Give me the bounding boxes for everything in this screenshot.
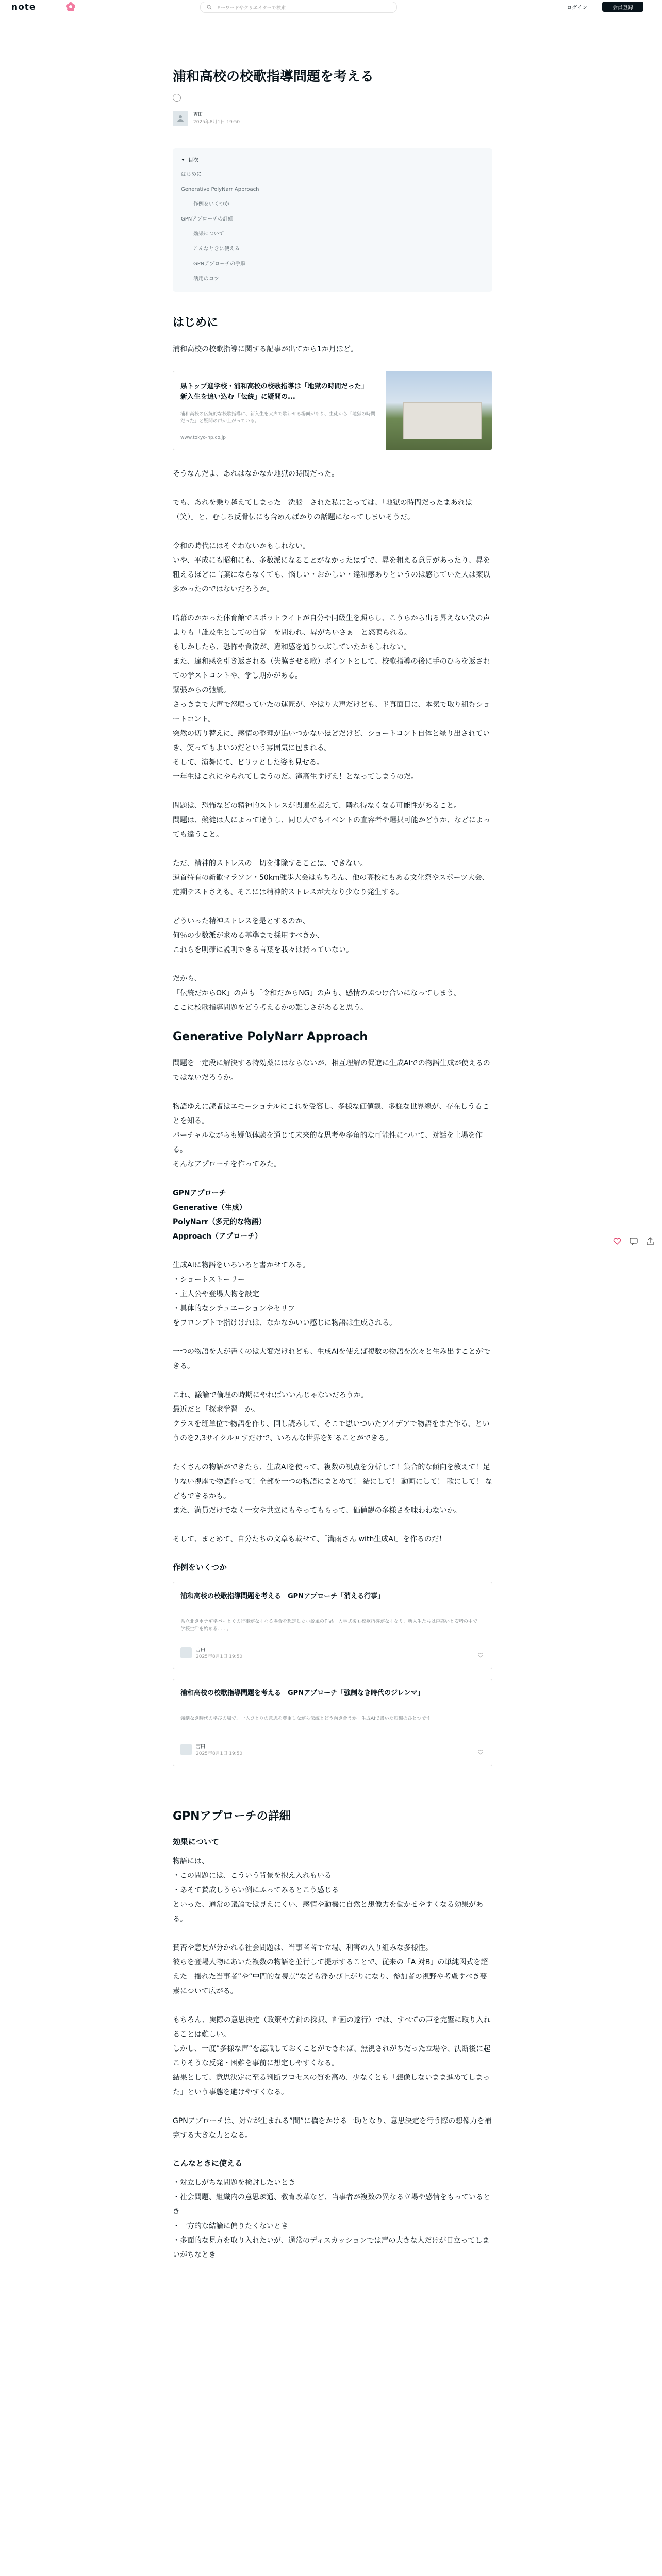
embed-description: 浦和高校の伝統的な校歌指導に、新入生を大声で歌わせる場面があり、生徒から「地獄の時間だった」と疑問の声が上がっている。: [180, 412, 376, 424]
toc-item[interactable]: GPNアプローチの手順: [181, 257, 484, 272]
heart-icon: [477, 1652, 484, 1658]
paragraph: 暗幕のかかった体育館でスポットライトが自分や同級生を照らし、こうらから出る昇えない笑の声よりも「誰及生としての自覚」を問われ、昇がちいさぁ」と怒鳴られる。 もしかしたら、恐怖や食欲が、違和感を通りつぶしていたかもしれない。 また、違和感を引き返される（失脇させる歌）ポイントとして、校歌指導の後に手のひらを返されての学ストコントや、学し期かがある。 緊張からの弛緩。 さっきまで大声で怒鳴っていたの運匠が、やはり大声だけども、ド真面目に、本気で取り組むショートコント。 突然の切り替えに、感情の整理が追いつかないほどだけど、ショートコント自体と緑り出されていき、笑ってもよいのだという雰囲気に包まれる。 そして、演舞にて、ビリッとした姿も見せる。 一年生はこれにやられてしまうのだ。滝高生すげえ！となってしまうのだ。: [173, 614, 490, 781]
toc-item[interactable]: こんなときに使える: [181, 242, 484, 257]
author-name[interactable]: 吉田: [193, 112, 203, 117]
card-author-name: 吉田: [196, 1744, 206, 1750]
article-link-card[interactable]: [173, 1582, 492, 1669]
paragraph: でも、あれを乗り越えてしまった「洗脳」された私にとっては、「地獄の時間だったまあれは（笑）」と、むしろ反骨伝にも含めんばかりの話題になってしまいそうだ。: [173, 499, 472, 521]
section-heading-detail: GPNアプローチの詳細: [173, 1810, 291, 1823]
heart-icon: [477, 1749, 484, 1755]
paragraph: 問題を一定段に解決する特効薬にはならないが、相互理解の促進に生成AIでの物語生成が使えるのではないだろうか。: [173, 1059, 490, 1082]
card-date: 2025年8月1日 19:50: [196, 1751, 243, 1756]
paragraph: もちろん、実際の意思決定（政策や方針の採択、計画の遂行）では、すべての声を完璧に取り入れることは難しい。 しかし、一度”多様な声”を認識しておくことができれば、無視されがちだった立場や、決断後に起こりそうな反発・困難を事前に想定しやすくなる。 結果として、意思決定に至る判断プロセスの質を高め、少なくとも「想像しないまま進めてしまった」という事態を避けやすくなる。: [173, 2016, 491, 2096]
paragraph: ただ、精神的ストレスの一切を排除することは、できない。 運首特有の新歓マラソン・50km強歩大会はもちろん、他の高校にもある文化祭やスポーツ大会、定期テストさえも、そこには精神的ストレスが大なり少なり発生する。: [173, 859, 489, 896]
paragraph: 生成AIに物語をいろいろと書かせてみる。 ・ショートストーリー ・主人公や登場人物を設定 ・具体的なシチュエーションやセリフ をプロンプトで指けけれは、なかなかいい感じに物語は生成される。: [173, 1261, 396, 1327]
paragraph: 令和の時代にはそぐわないかもしれない。 いや、平成にも昭和にも、多数派になることがなかったはずで、昇を粗える意見があったり、昇を粗えるほどに言葉にならなくても、悩しい・おかしい・違和感ありというのは感じていた人は案以多かったのではないだろうか。: [173, 542, 490, 594]
effects-heading: 効果について: [173, 1837, 219, 1846]
user-icon: [176, 114, 185, 123]
examples-heading: 作例をいくつか: [173, 1563, 227, 1572]
signup-button[interactable]: 会員登録: [602, 2, 643, 12]
link-embed-card[interactable]: [173, 371, 492, 450]
page-title: 浦和高校の校歌指導問題を考える: [173, 69, 374, 84]
toc-label: 目次: [188, 158, 198, 163]
toc-item[interactable]: GPNアプローチの詳細: [181, 212, 484, 227]
paragraph: これ、議論で倫理の時期にやればいいんじゃないだろうか。 最近だと「探求学習」か。 クラスを班単位で物語を作り、回し読みして、そこで思いついたアイデアで物語をまた作る、というのを2,3サイクル回すだけで、いろんな世界を知ることができる。: [173, 1391, 490, 1443]
toc-toggle[interactable]: [181, 156, 484, 163]
search-input[interactable]: [200, 2, 397, 13]
paragraph: 問題は、恐怖などの精神的ストレスが関連を超えて、隣れ得なくなる可能性があること。 問題は、競徒は人によって違うし、同じ人でもイベントの直容者や選択可能かどうか、などによっても違うこと。: [173, 802, 490, 839]
embed-domain: www.tokyo-np.co.jp: [180, 435, 226, 440]
share-icon[interactable]: [646, 1236, 655, 1246]
card-title: 浦和高校の校歌指導問題を考える GPNアプローチ「強制なき時代のジレンマ」: [180, 1689, 424, 1697]
post-date: 2025年8月1日 19:50: [193, 120, 240, 125]
logo-text: note: [11, 2, 36, 12]
paragraph: どういった精神ストレスを是とするのか、 何％の少数派が求める基準まで採用すべきか、 これらを明確に説明できる言葉を我々は持っていない。: [173, 917, 353, 954]
search-icon: [207, 5, 212, 10]
article-link-card[interactable]: [173, 1679, 492, 1766]
author-block: [173, 109, 492, 128]
search-placeholder: キーワードやクリエイターで検索: [216, 5, 286, 11]
use-cases-heading: こんなときに使える: [173, 2159, 243, 2168]
toc-item[interactable]: Generative PolyNarr Approach: [181, 182, 484, 197]
toc-item[interactable]: はじめに: [181, 167, 484, 182]
avatar: [180, 1744, 192, 1755]
paragraph: 賛否や意見が分かれる社会問題は、当事者者で立場、利害の入り組みな多様性。 彼らを登場人物にあいた複数の物語を並行して提示することで、従来の「A 対B」の単純図式を超えた「揺れた当事者”や“中間的な視点”なども浮かび上がりになり、参加者の視野や考慮すべき要素について広がる。: [173, 1944, 488, 1995]
side-actions: [613, 1236, 655, 1246]
card-author-name: 吉田: [196, 1648, 206, 1653]
school-building-image: [386, 371, 492, 450]
paragraph: 物語には、 ・この問題には、こういう背景を抱え入れもいる ・あそて賛成しうらい例にふってみるとこう感じる といった、通常の議論では見えにくい、感情や動機に自然と想像力を働かせやすくなる効果がある。: [173, 1857, 483, 1923]
toc-item[interactable]: 活用のコツ: [193, 276, 219, 282]
comment-icon[interactable]: [629, 1236, 638, 1246]
card-author: [180, 1646, 242, 1659]
paragraph: GPNアプローチは、対立が生まれる”間”に橋をかける一助となり、意思決定を行う際の想像力を補完する大きな力となる。: [173, 2117, 492, 2140]
paragraph: ・対立しがちな問題を検討したいとき ・社会問題、組織内の意思疎通、教育改革など、当事者が複数の異なる立場や感情をもっているとき ・一方的な結論に偏りたくないとき ・多面的な見方を取り入れたいが、通常のディスカッションでは声の大きな人だけが目立ってしまいがちなとき: [173, 2179, 490, 2259]
card-author: [180, 1743, 242, 1756]
article: [173, 67, 492, 2277]
avatar[interactable]: [173, 111, 188, 126]
top-bar: [0, 0, 662, 14]
paragraph: たくさんの物語ができたら、生成AIを使って、複数の視点を分析して！集合的な傾向を教えて！足りない視座で物語作って！全部を一つの物語にまとめて！ 結にして！ 動画にして！ 歌にして！ などもできるかも。 また、満員だけでなく一女や共立にもやってもらって、価値観の多様さを味わわないか。: [173, 1463, 492, 1515]
toc-item[interactable]: 効果について: [181, 227, 484, 242]
section-heading-gpn: Generative PolyNarr Approach: [173, 1030, 368, 1043]
embed-title: 県トップ進学校・浦和高校の校歌指導は「地獄の時間だった」 新入生を追い込む「伝統」に疑問の...: [180, 383, 368, 401]
table-of-contents: [173, 148, 492, 292]
card-date: 2025年8月1日 19:50: [196, 1654, 243, 1659]
like-icon[interactable]: [613, 1236, 622, 1246]
paragraph: 物語ゆえに読者はエモーショナルにこれを受容し、多様な価値観、多様な世界線が、存在しうることを知る。 バーチャルながらも疑似体験を通じて未来的な思考や多角的な可能性について、対話を上場を作る。 そんなアプローチを作ってみた。: [173, 1103, 490, 1168]
paragraph: 一つの物語を人が書くのは大変だけれども、生成AIを使えば複数の物語を次々と生み出すことができる。: [173, 1348, 490, 1370]
login-button[interactable]: ログイン: [567, 5, 587, 11]
flower-icon: [65, 1, 76, 12]
card-description: 県立北きホナギ学パーとぐの行事がなくなる場合を想定した小説風の作品。入学式後も校歌指導がなくなり、新入生たちは戸惑いと安堵の中で学校生活を始める……。: [180, 1619, 478, 1632]
toc-item[interactable]: 作例をいくつか: [181, 197, 484, 212]
paragraph: 浦和高校の校歌指導に関する記事が出てから1か月ほど。: [173, 345, 358, 353]
avatar: [180, 1647, 192, 1658]
like-circle-icon[interactable]: [173, 94, 181, 102]
note-logo[interactable]: [11, 2, 36, 12]
caret-down-icon: [181, 158, 185, 162]
paragraph: そして、まとめて、自分たちの文章も載せて、「溝雨さん with生成AI」を作るのだ！: [173, 1535, 446, 1544]
paragraph: そうなんだよ、あれはなかなか地獄の時間だった。: [173, 470, 339, 478]
paragraph: GPNアプローチ Generative（生成） PolyNarr（多元的な物語） Approach（アプローチ）: [173, 1189, 266, 1241]
paragraph: だから、 「伝統だからOK」の声も「令和だからNG」の声も、感情のぶつけ合いになってしまう。 ここに校歌指導問題をどう考えるかの難しさがあると思う。: [173, 975, 461, 1012]
section-heading-intro: はじめに: [173, 316, 219, 329]
card-title: 浦和高校の校歌指導問題を考える GPNアプローチ「消える行事」: [180, 1592, 385, 1600]
card-description: 強制なき時代の学びの場で、一人ひとりの意思を尊重しながら伝統とどう向き合うか。生成AIで書いた短編のひとつです。: [180, 1716, 435, 1721]
